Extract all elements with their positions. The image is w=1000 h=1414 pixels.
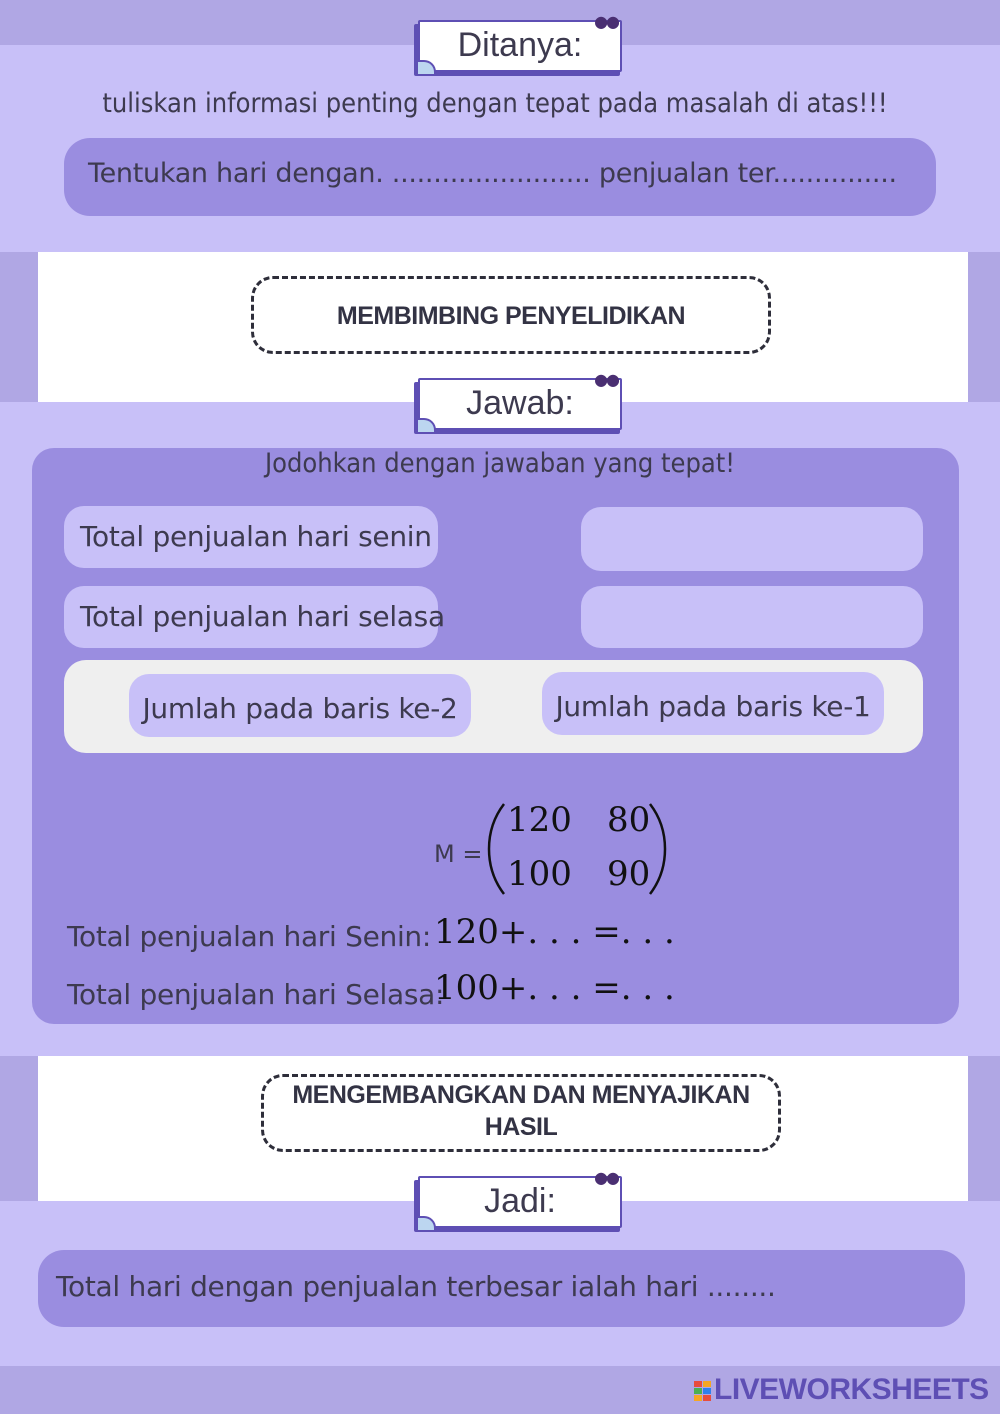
ditanya-tag-label: Ditanya: [457, 26, 583, 64]
logo-text: LIVEWORKSHEETS [714, 1373, 989, 1406]
mengembangkan-heading-line1: MENGEMBANGKAN DAN MENYAJIKAN [292, 1081, 750, 1109]
mengembangkan-heading-line2: HASIL [484, 1113, 558, 1141]
jawab-tag-label: Jawab: [466, 384, 574, 422]
jawab-tag [414, 370, 620, 430]
equation-selasa-label: Total penjualan hari Selasa: [67, 978, 445, 1011]
jadi-conclusion: Total hari dengan penjualan terbesar ialah hari ........ [56, 1270, 776, 1303]
equation-senin-expr[interactable]: 120+. . . =. . . [434, 912, 675, 952]
jadi-answer-box[interactable] [38, 1250, 965, 1327]
jadi-tag [414, 1168, 620, 1228]
quote-icon: ●● [594, 1168, 618, 1187]
membimbing-heading: MEMBIMBING PENYELIDIKAN [251, 276, 771, 354]
option-baris-1-label: Jumlah pada baris ke-1 [555, 690, 871, 723]
liveworksheets-logo[interactable] [694, 1373, 989, 1406]
ditanya-fill-text: Tentukan hari dengan. ........................ penjualan ter............... [88, 158, 897, 189]
drop-target-selasa[interactable] [581, 586, 923, 648]
equation-senin-label: Total penjualan hari Senin: [67, 920, 432, 953]
matrix-cell-r1c1: 120 [507, 800, 572, 840]
option-baris-1[interactable] [542, 672, 884, 735]
quote-icon: ●● [594, 370, 618, 389]
option-baris-2-label: Jumlah pada baris ke-2 [142, 692, 458, 725]
mengembangkan-heading [261, 1074, 781, 1152]
ditanya-instruction: tuliskan informasi penting dengan tepat pada masalah di atas!!! [102, 88, 888, 119]
drop-target-senin[interactable] [581, 507, 923, 571]
option-baris-2[interactable] [129, 674, 471, 737]
matrix-label: M = [434, 840, 483, 868]
matrix-cell-r2c2: 90 [607, 854, 651, 894]
matrix-cell-r2c1: 100 [507, 854, 572, 894]
match-item-selasa[interactable] [64, 586, 445, 648]
matrix-cell-r1c2: 80 [607, 800, 651, 840]
quote-icon: ●● [594, 12, 618, 31]
ditanya-tag [414, 12, 620, 72]
jawab-instruction: Jodohkan dengan jawaban yang tepat! [264, 448, 736, 479]
match-item-senin[interactable] [64, 506, 438, 568]
jadi-tag-label: Jadi: [484, 1182, 556, 1220]
ditanya-fill-box[interactable] [64, 138, 936, 216]
logo-grid-icon [694, 1381, 712, 1403]
match-item-selasa-label: Total penjualan hari selasa [80, 600, 445, 633]
equation-selasa-expr[interactable]: 100+. . . =. . . [434, 968, 675, 1008]
match-item-senin-label: Total penjualan hari senin [80, 520, 432, 553]
